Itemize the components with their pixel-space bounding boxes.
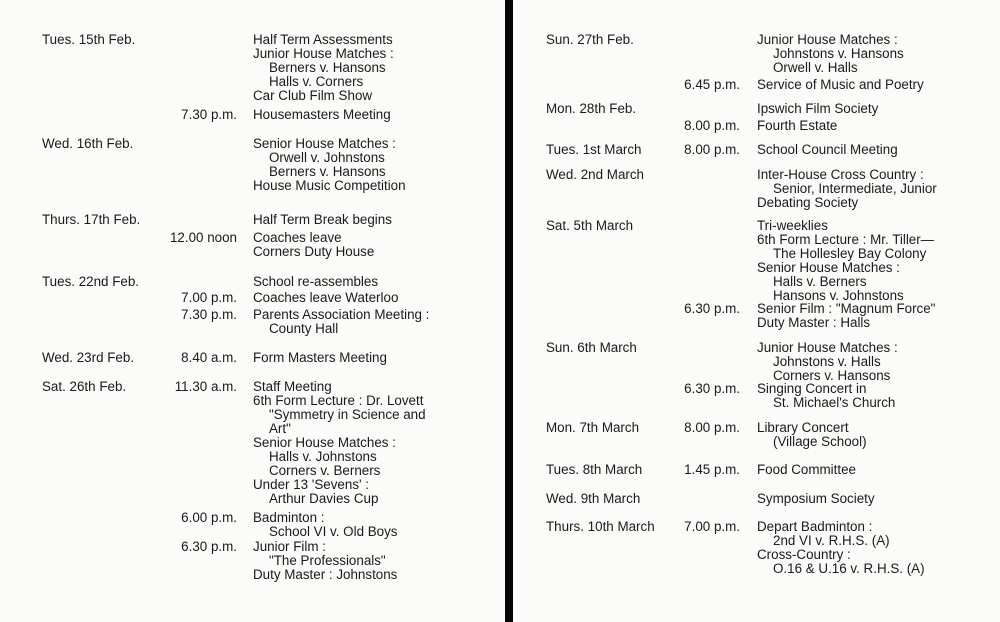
entry-description [253, 137, 406, 193]
entry-time: 1.45 p.m. [684, 462, 740, 477]
entry-line: Halls v. Johnstons [269, 449, 377, 464]
entry-line: Service of Music and Poetry [757, 77, 924, 92]
entry-line: Corners Duty House [253, 244, 375, 259]
entry-time: 7.30 p.m. [181, 307, 237, 322]
entry-time: 6.30 p.m. [684, 381, 740, 396]
entry-line: Duty Master : Halls [757, 315, 871, 330]
entry-line: Senior House Matches : [253, 435, 396, 450]
entry-line: Tri-weeklies [757, 218, 828, 233]
entry-description [253, 291, 398, 305]
right-page [513, 0, 1000, 622]
entry-date: Mon. 7th March [546, 420, 640, 435]
entry-description [757, 143, 898, 157]
entry-line: 2nd VI v. R.H.S. (A) [773, 533, 890, 548]
entry-line: (Village School) [773, 434, 867, 449]
entry-line: Fourth Estate [757, 118, 838, 133]
entry-line: School Council Meeting [757, 142, 898, 157]
entry-description [757, 78, 924, 92]
entry-line: Johnstons v. Halls [773, 354, 881, 369]
entry-line: Debating Society [757, 195, 859, 210]
entry-description [253, 231, 374, 259]
entry-description [253, 275, 378, 289]
entry-line: Johnstons v. Hansons [773, 46, 904, 61]
entry-line: Junior House Matches : [253, 46, 394, 61]
entry-time: 11.30 a.m. [174, 379, 237, 394]
entry-line: Symposium Society [757, 491, 875, 506]
entry-time: 6.00 p.m. [181, 510, 237, 525]
entry-date: Tues. 22nd Feb. [42, 274, 140, 289]
entry-line: Coaches leave Waterloo [253, 290, 399, 305]
entry-date: Wed. 23rd Feb. [42, 350, 135, 365]
entry-date: Thurs. 17th Feb. [42, 212, 141, 227]
entry-description [253, 213, 392, 227]
entry-line: Senior Film : "Magnum Force" [757, 301, 936, 316]
entry-time: 7.30 p.m. [181, 107, 237, 122]
entry-time: 8.40 a.m. [181, 350, 237, 365]
entry-description [757, 463, 856, 477]
entry-time: 7.00 p.m. [684, 519, 740, 534]
entry-line: House Music Competition [253, 178, 406, 193]
entry-line: Library Concert [757, 420, 849, 435]
entry-time: 12.00 noon [169, 230, 237, 245]
entry-line: Orwell v. Johnstons [269, 150, 385, 165]
entry-date: Wed. 2nd March [546, 167, 644, 182]
entry-description [757, 102, 878, 116]
entry-description [757, 382, 895, 410]
entry-line: O.16 & U.16 v. R.H.S. (A) [773, 561, 925, 576]
entry-time: 6.30 p.m. [684, 301, 740, 316]
entry-date: Tues. 15th Feb. [42, 32, 136, 47]
entry-line: Corners v. Berners [269, 463, 381, 478]
entry-line: Corners v. Hansons [773, 368, 891, 383]
entry-date: Wed. 9th March [546, 491, 641, 506]
entry-line: Car Club Film Show [253, 88, 373, 103]
entry-date: Tues. 1st March [546, 142, 642, 157]
entry-line: Art" [269, 421, 291, 436]
entry-line: Junior House Matches : [757, 340, 898, 355]
entry-description [253, 308, 429, 336]
entry-line: The Hollesley Bay Colony [773, 246, 927, 261]
entry-line: St. Michael's Church [773, 395, 896, 410]
entry-line: Under 13 'Sevens' : [253, 477, 370, 492]
entry-time: 8.00 p.m. [684, 118, 740, 133]
entry-line: Halls v. Berners [773, 274, 867, 289]
entry-line: Duty Master : Johnstons [253, 567, 398, 582]
entry-line: Senior, Intermediate, Junior [773, 181, 937, 196]
page-gutter [505, 0, 513, 622]
entry-line: Inter-House Cross Country : [757, 167, 924, 182]
entry-description [757, 421, 867, 449]
entry-line: Staff Meeting [253, 379, 332, 394]
entry-line: Food Committee [757, 462, 856, 477]
entry-description [253, 511, 398, 539]
entry-line: Senior House Matches : [253, 136, 396, 151]
entry-line: Housemasters Meeting [253, 107, 391, 122]
entry-description [757, 168, 937, 210]
entry-line: Badminton : [253, 510, 325, 525]
entry-line: "Symmetry in Science and [269, 407, 426, 422]
entry-description [757, 341, 898, 383]
entry-line: Cross-Country : [757, 547, 851, 562]
entry-line: School re-assembles [253, 274, 379, 289]
entry-date: Tues. 8th March [546, 462, 643, 477]
entry-line: Berners v. Hansons [269, 164, 386, 179]
entry-line: County Hall [269, 321, 339, 336]
entry-line: Parents Association Meeting : [253, 307, 430, 322]
entry-line: 6th Form Lecture : Mr. Tiller— [757, 232, 935, 247]
entry-description [253, 33, 394, 103]
entry-line: Senior House Matches : [757, 260, 900, 275]
entry-description [757, 119, 837, 133]
entry-line: Orwell v. Halls [773, 60, 858, 75]
entry-date: Sun. 6th March [546, 340, 637, 355]
entry-description [253, 351, 387, 365]
entry-time: 6.45 p.m. [684, 77, 740, 92]
entry-date: Mon. 28th Feb. [546, 101, 637, 116]
entry-time: 6.30 p.m. [181, 539, 237, 554]
entry-line: Ipswich Film Society [757, 101, 879, 116]
entry-description [253, 108, 391, 122]
entry-line: 6th Form Lecture : Dr. Lovett [253, 393, 424, 408]
entry-line: "The Professionals" [269, 553, 386, 568]
entry-description [757, 492, 875, 506]
entry-date: Wed. 16th Feb. [42, 136, 134, 151]
entry-line: Depart Badminton : [757, 519, 873, 534]
entry-line: Berners v. Hansons [269, 60, 386, 75]
entry-description [253, 380, 426, 506]
entry-description [757, 219, 934, 303]
entry-time: 8.00 p.m. [684, 420, 740, 435]
entry-date: Sun. 27th Feb. [546, 32, 634, 47]
entry-time: 7.00 p.m. [181, 290, 237, 305]
entry-description [757, 302, 935, 330]
entry-line: Singing Concert in [757, 381, 867, 396]
entry-description [757, 520, 925, 576]
entry-line: Halls v. Corners [269, 74, 364, 89]
entry-time: 8.00 p.m. [684, 142, 740, 157]
entry-line: Form Masters Meeting [253, 350, 387, 365]
entry-description [253, 540, 397, 582]
entry-line: Junior House Matches : [757, 32, 898, 47]
entry-line: Half Term Assessments [253, 32, 393, 47]
entry-description [757, 33, 904, 75]
entry-line: Junior Film : [253, 539, 326, 554]
entry-date: Thurs. 10th March [546, 519, 655, 534]
entry-date: Sat. 26th Feb. [42, 379, 127, 394]
entry-line: Half Term Break begins [253, 212, 392, 227]
entry-line: Hansons v. Johnstons [773, 288, 904, 303]
entry-date: Sat. 5th March [546, 218, 634, 233]
entry-line: School VI v. Old Boys [269, 524, 398, 539]
entry-line: Coaches leave [253, 230, 342, 245]
entry-line: Arthur Davies Cup [269, 491, 379, 506]
